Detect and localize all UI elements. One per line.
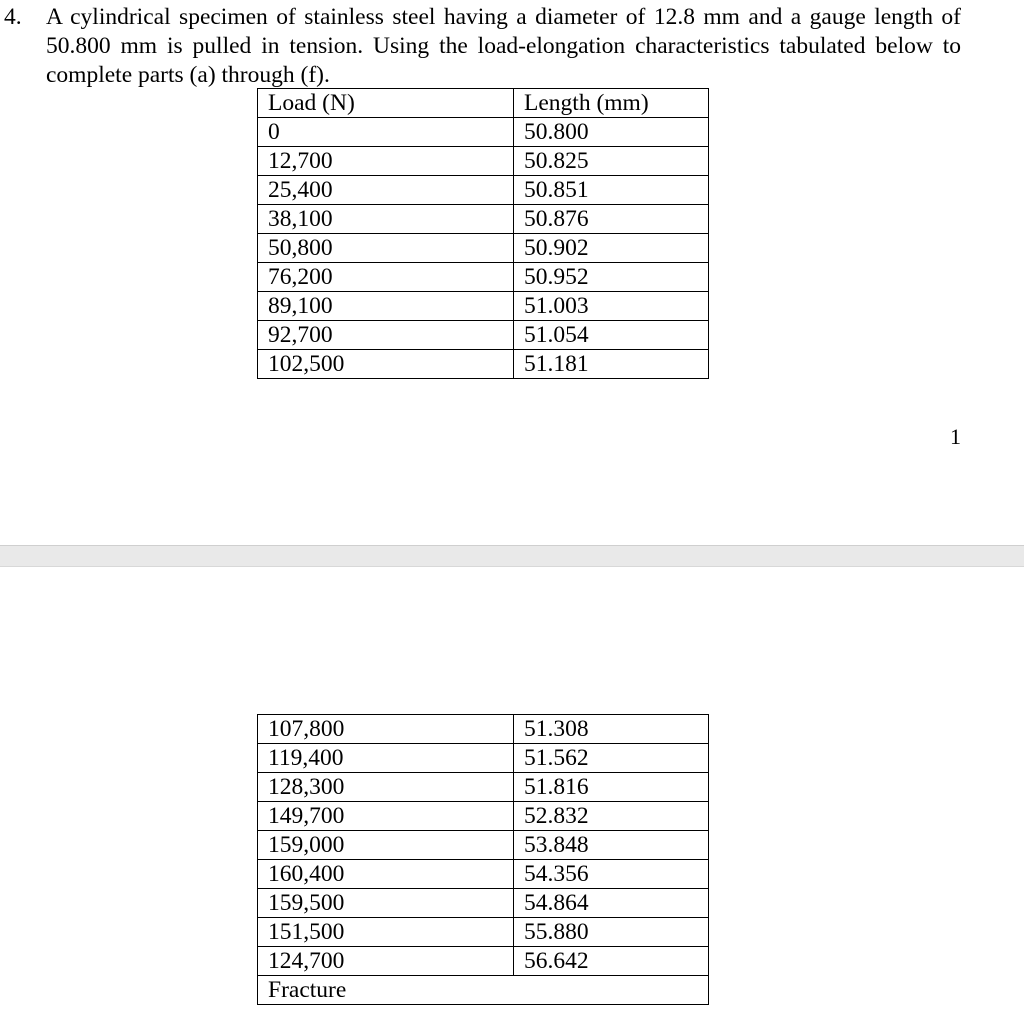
table-row <box>258 918 709 947</box>
load-length-table-part-2 <box>257 714 709 1005</box>
table-row <box>258 744 709 773</box>
problem-line-2: 50.800 mm is pulled in tension. Using the load-elongation characteristics tabulated below to <box>46 33 961 59</box>
length-cell: 56.642 <box>514 947 709 976</box>
load-cell: 159,500 <box>258 889 514 918</box>
length-cell: 50.952 <box>514 263 709 292</box>
fracture-label: Fracture <box>258 976 514 1005</box>
problem-number: 4. <box>4 4 22 30</box>
length-cell: 51.181 <box>514 350 709 379</box>
table-row <box>258 205 709 234</box>
load-cell: 102,500 <box>258 350 514 379</box>
length-cell: 50.876 <box>514 205 709 234</box>
length-cell: 51.816 <box>514 773 709 802</box>
load-cell: 128,300 <box>258 773 514 802</box>
problem-line-3: complete parts (a) through (f). <box>46 62 330 88</box>
length-cell: 51.054 <box>514 321 709 350</box>
table-row <box>258 715 709 744</box>
length-cell: 51.003 <box>514 292 709 321</box>
problem-line-1: A cylindrical specimen of stainless steel having a diameter of 12.8 mm and a gauge length of <box>46 4 961 30</box>
length-cell: 53.848 <box>514 831 709 860</box>
length-cell: 52.832 <box>514 802 709 831</box>
page-separator <box>0 545 1024 567</box>
load-cell: 76,200 <box>258 263 514 292</box>
page-number: 1 <box>950 424 961 449</box>
table-row <box>258 802 709 831</box>
table-row <box>258 947 709 976</box>
load-cell: 89,100 <box>258 292 514 321</box>
load-cell: 0 <box>258 118 514 147</box>
length-cell: 50.825 <box>514 147 709 176</box>
load-cell: 107,800 <box>258 715 514 744</box>
table-row <box>258 292 709 321</box>
table-row <box>258 176 709 205</box>
length-cell: 55.880 <box>514 918 709 947</box>
table-row <box>258 118 709 147</box>
length-cell: 51.562 <box>514 744 709 773</box>
table-row <box>258 773 709 802</box>
load-cell: 12,700 <box>258 147 514 176</box>
length-cell: 50.902 <box>514 234 709 263</box>
table-row <box>258 263 709 292</box>
length-cell: 50.800 <box>514 118 709 147</box>
table-row <box>258 234 709 263</box>
load-cell: 119,400 <box>258 744 514 773</box>
table-row <box>258 860 709 889</box>
load-cell: 124,700 <box>258 947 514 976</box>
load-length-table-part-1 <box>257 88 709 379</box>
load-cell: 25,400 <box>258 176 514 205</box>
load-cell: 151,500 <box>258 918 514 947</box>
load-cell: 92,700 <box>258 321 514 350</box>
table-row <box>258 831 709 860</box>
fracture-empty-cell <box>514 976 709 1005</box>
load-cell: 38,100 <box>258 205 514 234</box>
load-cell: 160,400 <box>258 860 514 889</box>
length-cell: 54.356 <box>514 860 709 889</box>
table-row <box>258 321 709 350</box>
length-cell: 51.308 <box>514 715 709 744</box>
header-length: Length (mm) <box>514 89 709 118</box>
table-row <box>258 147 709 176</box>
header-load: Load (N) <box>258 89 514 118</box>
length-cell: 54.864 <box>514 889 709 918</box>
document-page-2 <box>0 567 1024 1012</box>
problem-text <box>46 3 961 90</box>
fracture-row <box>258 976 709 1005</box>
load-cell: 159,000 <box>258 831 514 860</box>
table-row <box>258 350 709 379</box>
load-cell: 149,700 <box>258 802 514 831</box>
length-cell: 50.851 <box>514 176 709 205</box>
table-row <box>258 889 709 918</box>
table-header-row <box>258 89 709 118</box>
load-cell: 50,800 <box>258 234 514 263</box>
